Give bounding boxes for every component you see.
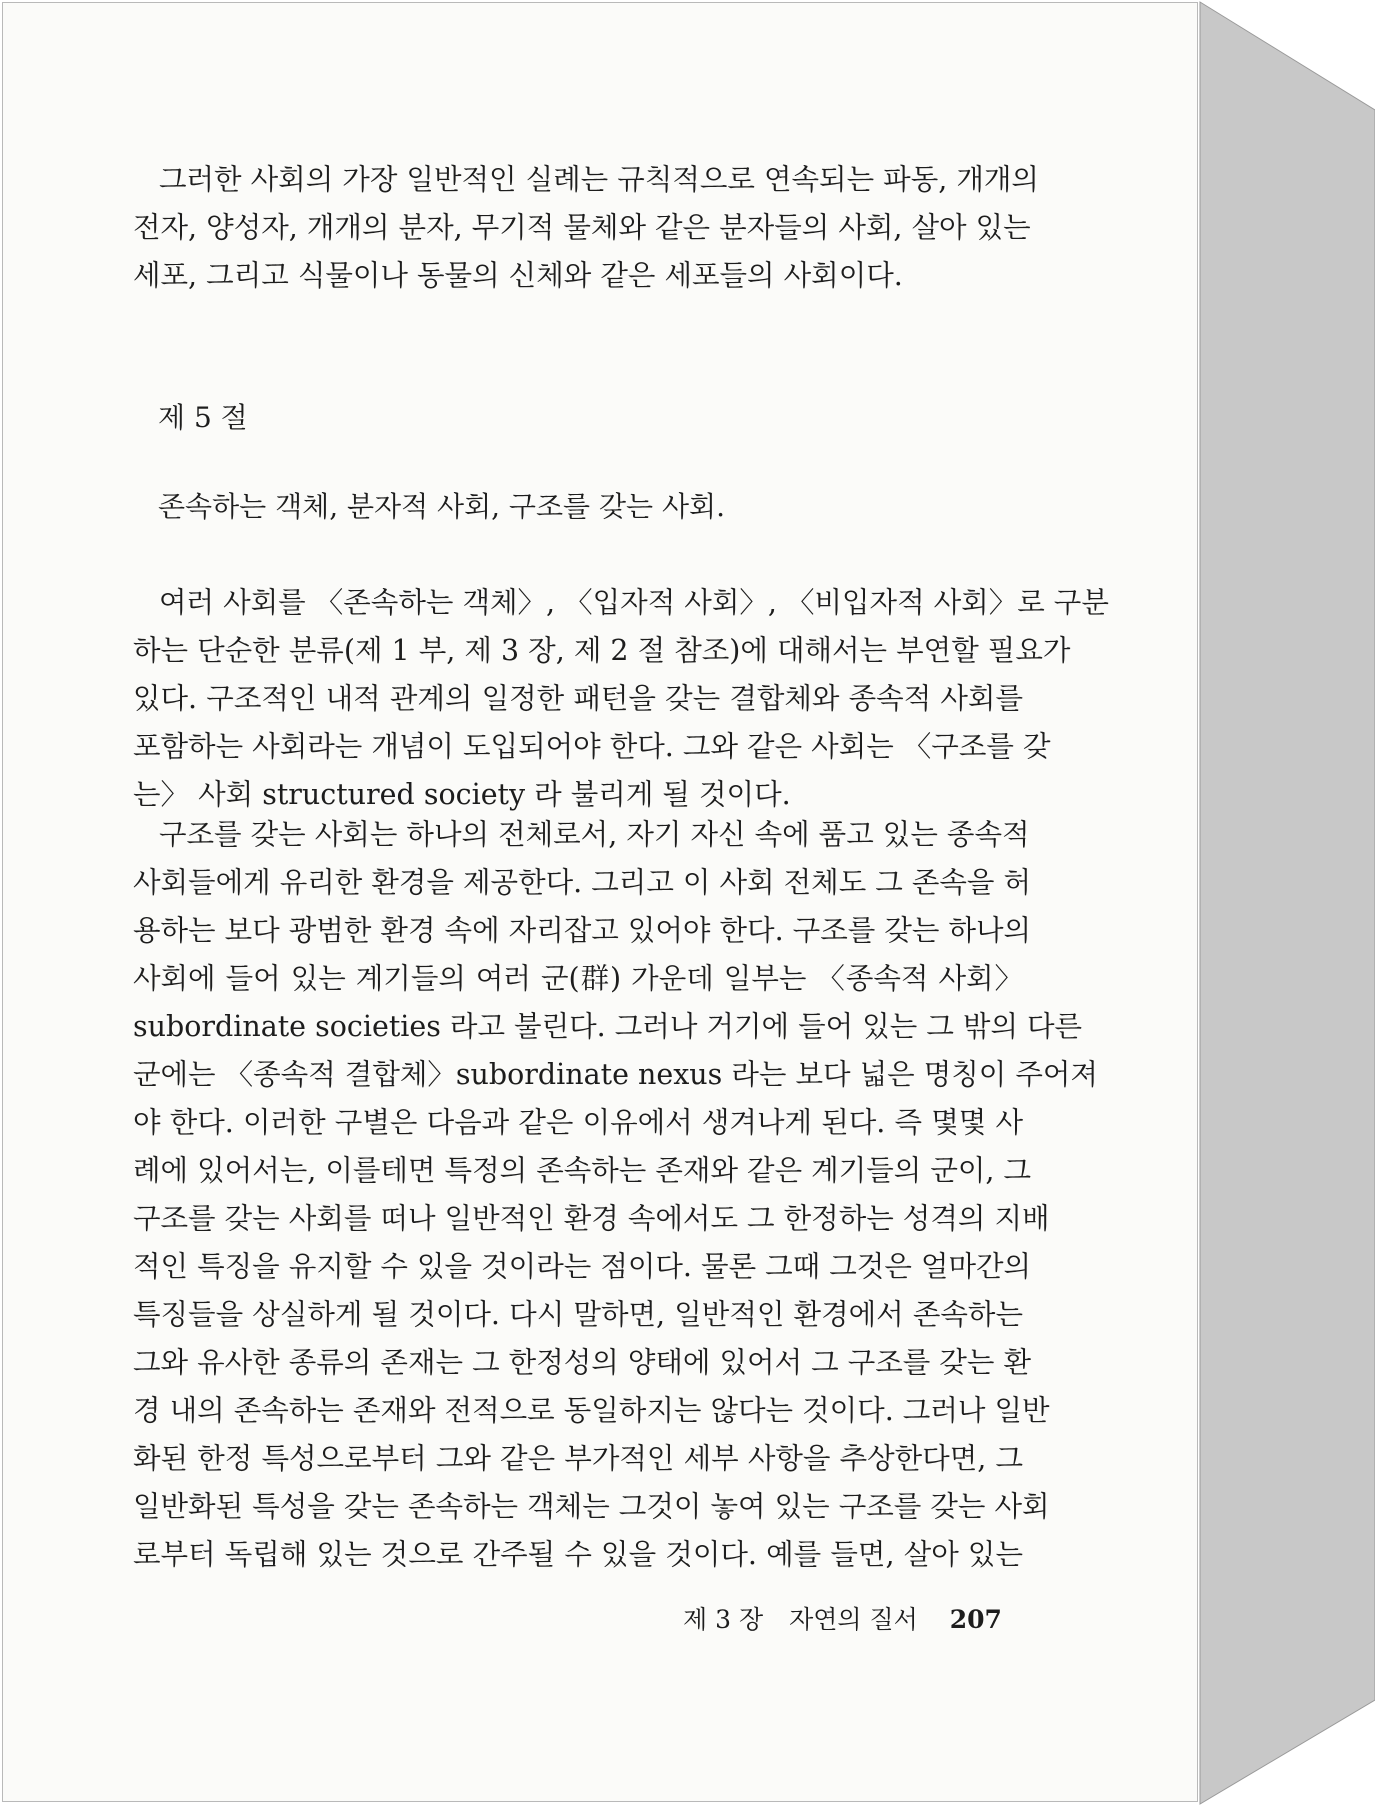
book-page-edge [1190,0,1375,1806]
text-line: 경 내의 존속하는 존재와 전적으로 동일하지는 않다는 것이다. 그러나 일반 [133,1394,1050,1427]
text-line: 전자, 양성자, 개개의 분자, 무기적 물체와 같은 분자들의 사회, 살아 있는 [133,211,1031,244]
text-line: 특징들을 상실하게 될 것이다. 다시 말하면, 일반적인 환경에서 존속하는 [133,1298,1023,1331]
section-label: 제 5 절 [158,401,248,434]
text-line: 그러한 사회의 가장 일반적인 실례는 규칙적으로 연속되는 파동, 개개의 [159,163,1039,196]
text-line: 용하는 보다 광범한 환경 속에 자리잡고 있어야 한다. 구조를 갖는 하나의 [133,914,1032,947]
text-line: 적인 특징을 유지할 수 있을 것이라는 점이다. 물론 그때 그것은 얼마간의 [133,1250,1032,1283]
text-line: 사회에 들어 있는 계기들의 여러 군(群) 가운데 일부는 〈종속적 사회〉 [133,962,1023,995]
page-number: 207 [949,1605,1002,1634]
text-line: 야 한다. 이러한 구별은 다음과 같은 이유에서 생겨나게 된다. 즉 몇몇 사 [133,1106,1023,1139]
text-line: subordinate societies 라고 불린다. 그러나 거기에 들어 있는 그 밖의 다른 [133,1010,1083,1043]
text-line: 화된 한정 특성으로부터 그와 같은 부가적인 세부 사항을 추상한다면, 그 [133,1442,1023,1475]
section-title: 존속하는 객체, 분자적 사회, 구조를 갖는 사회. [158,490,725,523]
text-line: 세포, 그리고 식물이나 동물의 신체와 같은 세포들의 사회이다. [133,259,903,292]
text-line: 로부터 독립해 있는 것으로 간주될 수 있을 것이다. 예를 들면, 살아 있는 [133,1538,1023,1571]
text-line: 구조를 갖는 사회를 떠나 일반적인 환경 속에서도 그 한정하는 성격의 지배 [133,1202,1050,1235]
text-line: 구조를 갖는 사회는 하나의 전체로서, 자기 자신 속에 품고 있는 종속적 [159,818,1030,851]
footer-chapter: 제 3 장 [683,1605,764,1634]
text-line: 있다. 구조적인 내적 관계의 일정한 패턴을 갖는 결합체와 종속적 사회를 [133,682,1023,715]
text-line: 일반화된 특성을 갖는 존속하는 객체는 그것이 놓여 있는 구조를 갖는 사회 [133,1490,1050,1523]
footer-chapter-title: 자연의 질서 [789,1605,918,1634]
text-line: 사회들에게 유리한 환경을 제공한다. 그리고 이 사회 전체도 그 존속을 허 [133,866,1032,899]
text-line: 례에 있어서는, 이를테면 특정의 존속하는 존재와 같은 계기들의 군이, 그 [133,1154,1032,1187]
text-line: 그와 유사한 종류의 존재는 그 한정성의 양태에 있어서 그 구조를 갖는 환 [133,1346,1032,1379]
text-line: 여러 사회를 〈존속하는 객체〉, 〈입자적 사회〉, 〈비입자적 사회〉로 구분 [159,586,1109,619]
text-line: 하는 단순한 분류(제 1 부, 제 3 장, 제 2 절 참조)에 대해서는 부연할 필요가 [133,634,1071,667]
paragraph-examples [133,156,1039,300]
page-footer [683,1600,1003,1636]
text-line: 포함하는 사회라는 개념이 도입되어야 한다. 그와 같은 사회는 〈구조를 갖 [133,730,1051,763]
text-line: 는〉 사회 structured society 라 불리게 될 것이다. [133,778,791,811]
paragraph-structured-society [133,811,1098,1579]
book-page [2,2,1198,1802]
paragraph-classification [133,579,1109,819]
text-line: 군에는 〈종속적 결합체〉subordinate nexus 라는 보다 넓은 명칭이 주어져 [133,1058,1098,1091]
